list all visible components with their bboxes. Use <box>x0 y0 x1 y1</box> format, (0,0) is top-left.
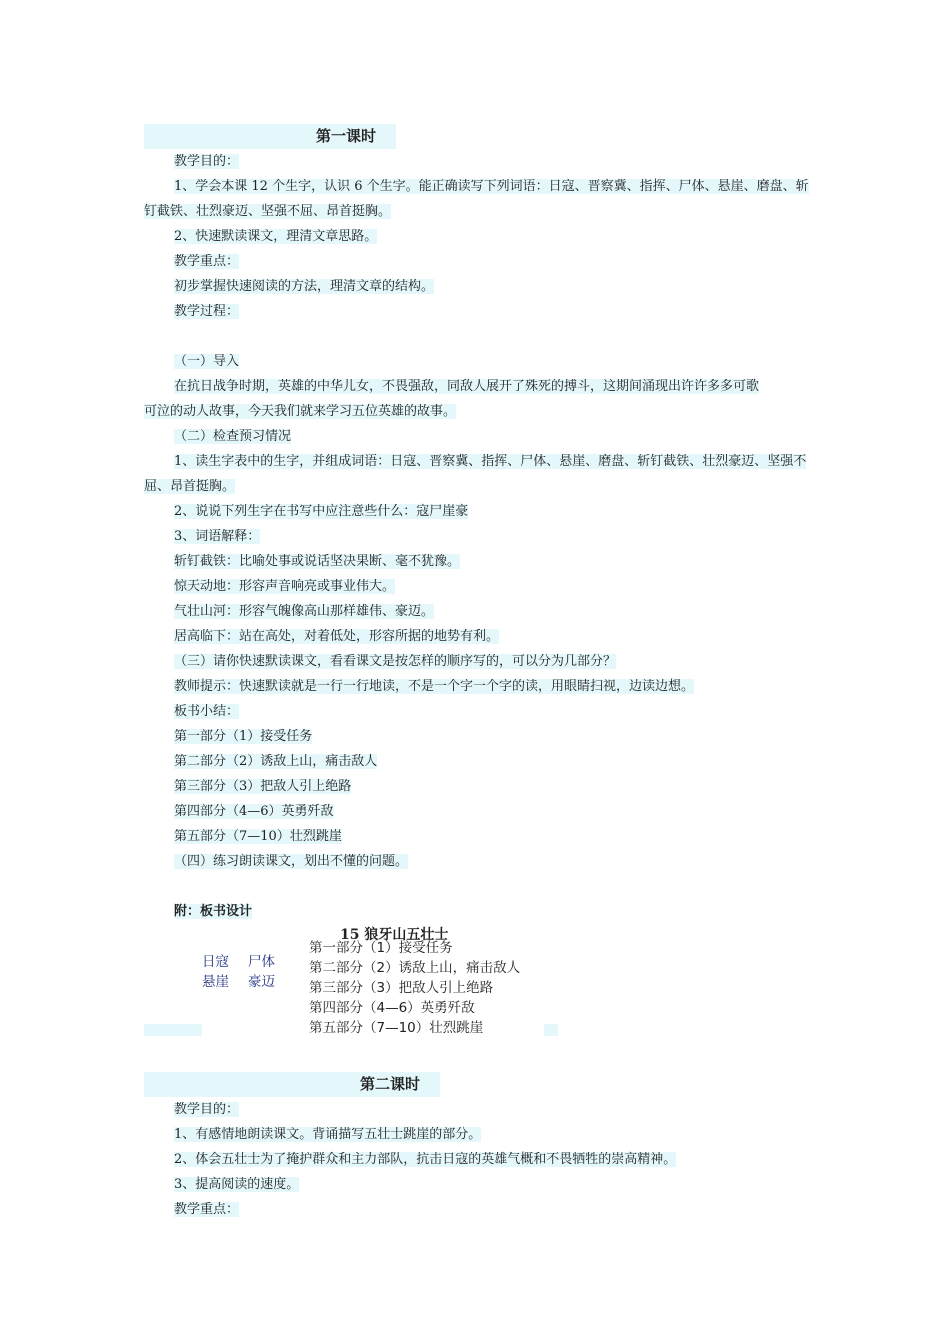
board-word: 日寇 <box>202 954 229 970</box>
summary-part-1: 第一部分（1）接受任务 <box>174 729 313 744</box>
check2: 2、说说下列生字在书写中应注意些什么：寇尸崖豪 <box>174 504 469 519</box>
lesson1-title: 第一课时 <box>144 124 396 149</box>
summary-part-3: 第三部分（3）把敌人引上绝路 <box>174 779 352 794</box>
summary-part-5: 第五部分（7—10）壮烈跳崖 <box>174 829 342 844</box>
lesson1-objective1-line1: 1、学会本课 12 个生字，认识 6 个生字。能正确读写下列词语：日寇、晋察冀、指挥、尸体、悬崖、磨盘、斩 <box>174 179 809 194</box>
intro-line2: 可泣的动人故事，今天我们就来学习五位英雄的故事。 <box>144 404 457 419</box>
board-part-1: 第一部分（1）接受任务 <box>309 940 453 956</box>
lesson1-focus-label: 教学重点： <box>174 254 240 269</box>
board-word: 悬崖 <box>202 974 229 990</box>
read-heading: （三）请你快速默读课文，看看课文是按怎样的顺序写的，可以分为几部分？ <box>174 654 617 669</box>
practice: （四）练习朗读课文，划出不懂的问题。 <box>174 854 409 869</box>
lesson1-objective1-line2: 钉截铁、壮烈豪迈、坚强不屈、昂首挺胸。 <box>144 204 392 219</box>
lesson2-title: 第二课时 <box>144 1072 440 1097</box>
board-design-title: 15 狼牙山五壮士 <box>340 927 449 943</box>
highlight-strip <box>144 1024 202 1036</box>
lesson1-objective2: 2、快速默读课文，理清文章思路。 <box>174 229 378 244</box>
lesson2-focus-label: 教学重点： <box>174 1202 240 1217</box>
intro-heading: （一）导入 <box>174 354 240 369</box>
lesson2-objective1: 1、有感情地朗读课文。背诵描写五壮士跳崖的部分。 <box>174 1127 482 1142</box>
lesson2-title-row <box>144 1072 810 1097</box>
check1-line2: 屈、昂首挺胸。 <box>144 479 236 494</box>
summary-part-2: 第二部分（2）诱敌上山，痛击敌人 <box>174 754 378 769</box>
word-explanation-4: 居高临下：站在高处，对着低处，形容所据的地势有利。 <box>174 629 500 644</box>
word-explanation-1: 斩钉截铁：比喻处事或说话坚决果断、毫不犹豫。 <box>174 554 461 569</box>
check-heading: （二）检查预习情况 <box>174 429 292 444</box>
lesson1-title-row <box>144 124 810 149</box>
intro-line1: 在抗日战争时期，英雄的中华儿女，不畏强敌，同敌人展开了殊死的搏斗，这期间涌现出许许多多可歌 <box>174 379 760 394</box>
check1-line1: 1、读生字表中的生字，并组成词语：日寇、晋察冀、指挥、尸体、悬崖、磨盘、斩钉截铁、壮烈豪迈、坚强不 <box>174 454 807 469</box>
highlight-strip <box>544 1024 558 1036</box>
board-design-figure <box>144 924 810 1042</box>
board-word: 尸体 <box>248 954 275 970</box>
lesson1-objectives-label: 教学目的： <box>174 154 240 169</box>
board-part-3: 第三部分（3）把敌人引上绝路 <box>309 980 494 996</box>
lesson2-objective2: 2、体会五壮士为了掩护群众和主力部队，抗击日寇的英雄气概和不畏牺牲的崇高精神。 <box>174 1152 677 1167</box>
check3: 3、词语解释： <box>174 529 261 544</box>
board-part-5: 第五部分（7—10）壮烈跳崖 <box>309 1020 484 1036</box>
board-part-4: 第四部分（4—6）英勇歼敌 <box>309 1000 475 1016</box>
teacher-tip: 教师提示：快速默读就是一行一行地读，不是一个字一个字的读，用眼睛扫视，边读边想。 <box>174 679 695 694</box>
lesson2-objectives-label: 教学目的： <box>174 1102 240 1117</box>
board-design-parts <box>309 938 520 1038</box>
board-word: 豪迈 <box>248 974 275 990</box>
word-explanation-3: 气壮山河：形容气魄像高山那样雄伟、豪迈。 <box>174 604 435 619</box>
board-part-2: 第二部分（2）诱敌上山，痛击敌人 <box>309 960 521 976</box>
document-body <box>144 124 810 1222</box>
appendix-label: 附：板书设计 <box>174 904 253 919</box>
lesson2-objective3: 3、提高阅读的速度。 <box>174 1177 300 1192</box>
lesson1-process-label: 教学过程： <box>174 304 240 319</box>
board-summary-label: 板书小结： <box>174 704 240 719</box>
lesson1-focus: 初步掌握快速阅读的方法，理清文章的结构。 <box>174 279 435 294</box>
board-design-words <box>202 952 294 992</box>
summary-part-4: 第四部分（4—6）英勇歼敌 <box>174 804 334 819</box>
word-explanation-2: 惊天动地：形容声音响亮或事业伟大。 <box>174 579 396 594</box>
